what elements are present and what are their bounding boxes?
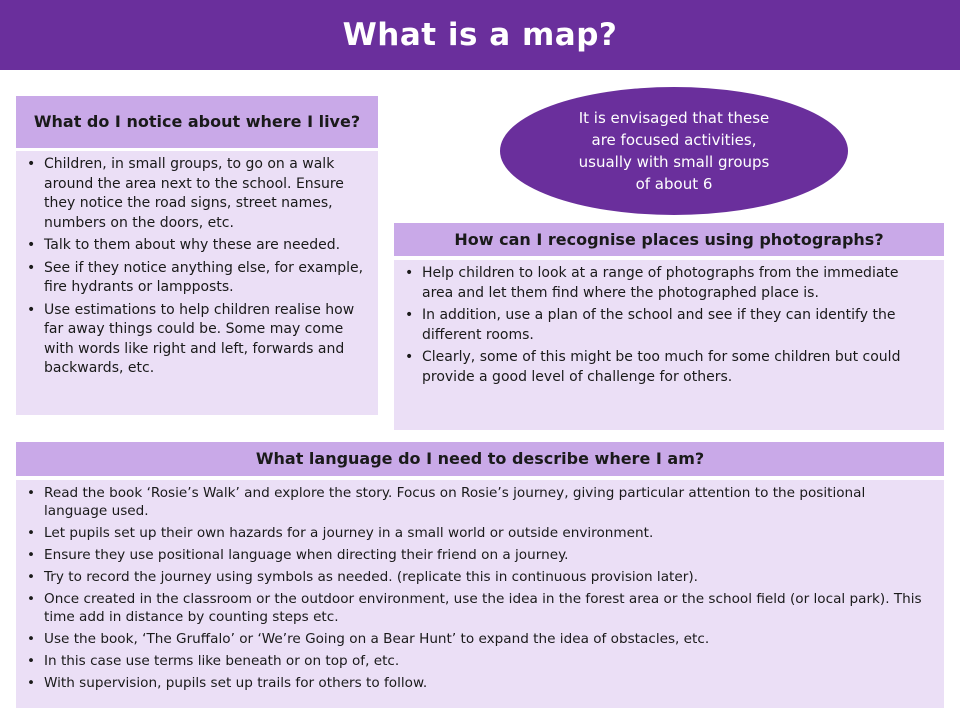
- list-item: • Use the book, ‘The Gruffalo’ or ‘We’re Going on a Bear Hunt’ to expand the idea of obstacles, etc.: [24, 630, 932, 648]
- list-item: • See if they notice anything else, for example, fire hydrants or lampposts.: [24, 259, 366, 298]
- bottom-box-list: [24, 484, 932, 692]
- list-item: • Clearly, some of this might be too much for some children but could provide a good level of challenge for others.: [402, 348, 932, 387]
- list-item: • Let pupils set up their own hazards for a journey in a small world or outside environment.: [24, 524, 932, 542]
- list-item: • Children, in small groups, to go on a walk around the area next to the school. Ensure they notice the road signs, street names, numbers on the doors, etc.: [24, 155, 366, 233]
- list-item: • Once created in the classroom or the outdoor environment, use the idea in the forest area or the school field (or local park). This time add in distance by counting steps etc.: [24, 590, 932, 626]
- list-item: • In this case use terms like beneath or on top of, etc.: [24, 652, 932, 670]
- right-box-list: [402, 264, 932, 387]
- list-item: • In addition, use a plan of the school and see if they can identify the different rooms.: [402, 306, 932, 345]
- right-box-title: How can I recognise places using photographs?: [394, 223, 944, 256]
- list-item: • Talk to them about why these are needed.: [24, 236, 366, 256]
- right-box-body: [394, 260, 944, 430]
- list-item: • Try to record the journey using symbols as needed. (replicate this in continuous provision later).: [24, 568, 932, 586]
- list-item: • With supervision, pupils set up trails for others to follow.: [24, 674, 932, 692]
- left-box-title: What do I notice about where I live?: [16, 96, 378, 148]
- bottom-box-body: [16, 480, 944, 708]
- list-item: • Use estimations to help children realise how far away things could be. Some may come with words like right and left, forwards and backwards, etc.: [24, 301, 366, 379]
- list-item: • Ensure they use positional language when directing their friend on a journey.: [24, 546, 932, 564]
- note-text: It is envisaged that these are focused activities, usually with small groups of about 6: [578, 109, 770, 193]
- list-item: • Help children to look at a range of photographs from the immediate area and let them find where the photographed place is.: [402, 264, 932, 303]
- page-title: What is a map?: [342, 17, 618, 53]
- bottom-box-title: What language do I need to describe where I am?: [16, 442, 944, 476]
- left-box-body: [16, 151, 378, 415]
- note-oval: [500, 87, 848, 215]
- page-header: [0, 0, 960, 70]
- left-box-list: [24, 155, 366, 379]
- list-item: • Read the book ‘Rosie’s Walk’ and explore the story. Focus on Rosie’s journey, giving particular attention to the positional language used.: [24, 484, 932, 520]
